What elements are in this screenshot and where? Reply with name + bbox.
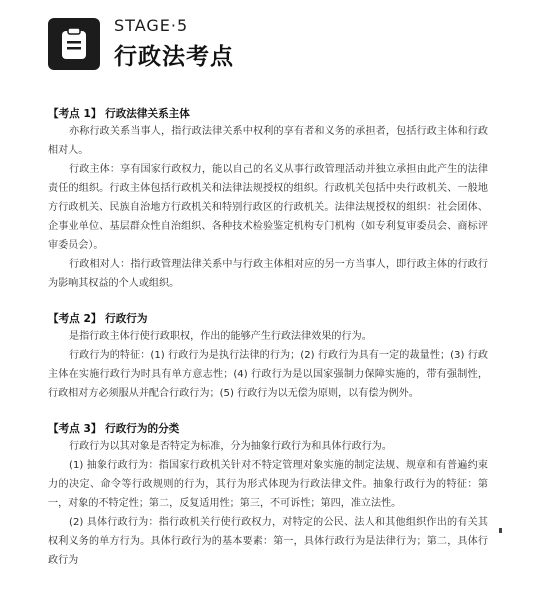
paragraph: 行政主体：享有国家行政权力，能以自己的名义从事行政管理活动并独立承担由此产生的法律责任的组织。行政主体包括行政机关和法律法规授权的组织。行政机关包括中央行政机关、一般地方行政机关、民族自治地方行政机关和特别行政区的行政机关。法律法规授权的组织：社会团体、企事业单位、基层群众性自治组织、各种技术检验鉴定机构专门机构（如专利复审委员会、商标评审委员会）。 xyxy=(48,164,488,251)
section-2 xyxy=(48,311,488,403)
section-heading: 【考点 3】 行政行为的分类 xyxy=(48,423,180,435)
section-3 xyxy=(48,421,488,570)
section-1 xyxy=(48,106,488,293)
page-header xyxy=(48,16,488,76)
paragraph: 行政相对人：指行政管理法律关系中与行政主体相对应的另一方当事人，即行政主体的行政行为影响其权益的个人或组织。 xyxy=(48,259,488,289)
section-heading: 【考点 1】 行政法律关系主体 xyxy=(48,108,190,120)
page-title: 行政法考点 xyxy=(114,44,234,70)
document-body xyxy=(48,106,488,570)
ink-mark xyxy=(499,528,502,533)
paragraph: 行政行为的特征：(1) 行政行为是执行法律的行为；(2) 行政行为具有一定的裁量性；(3) 行政主体在实施行政行为时具有单方意志性；(4) 行政行为是以国家强制力保障实施的，带有强制性，行政相对方必须服从并配合行政行为；(5) 行政行为以无偿为原则，以有偿为例外。 xyxy=(48,350,488,399)
stage-label: STAGE·5 xyxy=(114,16,189,35)
clipboard-icon xyxy=(48,18,100,70)
paragraph: (1) 抽象行政行为：指国家行政机关针对不特定管理对象实施的制定法规、规章和有普遍约束力的决定、命令等行政规则的行为，其行为形式体现为行政法律文件。抽象行政行为的特征：第一，对象的不特定性；第二，反复适用性；第三，不可诉性；第四，准立法性。 xyxy=(48,460,488,509)
paragraph: 亦称行政关系当事人，指行政法律关系中权利的享有者和义务的承担者，包括行政主体和行政相对人。 xyxy=(48,126,488,156)
paragraph: (2) 具体行政行为：指行政机关行使行政权力，对特定的公民、法人和其他组织作出的有关其权利义务的单方行为。具体行政行为的基本要素：第一，具体行政行为是法律行为；第二，具体行政行为 xyxy=(48,517,488,566)
paragraph: 是指行政主体行使行政职权，作出的能够产生行政法律效果的行为。 xyxy=(69,331,372,342)
section-heading: 【考点 2】 行政行为 xyxy=(48,313,148,325)
paragraph: 行政行为以其对象是否特定为标准，分为抽象行政行为和具体行政行为。 xyxy=(69,441,392,452)
